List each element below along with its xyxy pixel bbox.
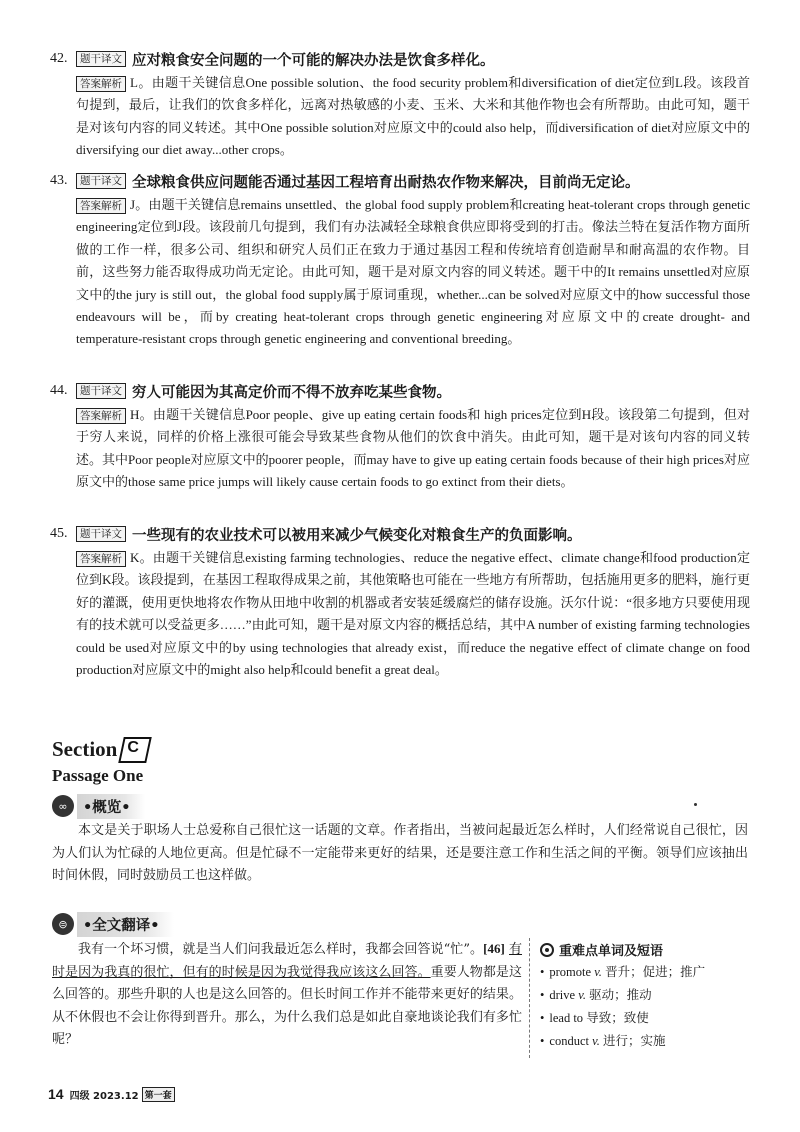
question-translation-tag: 题干译文 bbox=[76, 526, 126, 542]
answer-analysis-tag: 答案解析 bbox=[76, 198, 126, 214]
overview-label: •概览• bbox=[77, 794, 145, 819]
vocab-item: • drive v. 驱动；推动 bbox=[540, 988, 652, 1002]
answer-analysis-tag: 答案解析 bbox=[76, 76, 126, 92]
question-text: 全球粮食供应问题能否通过基因工程培育出耐热农作物来解决，目前尚无定论。 bbox=[132, 174, 640, 191]
section-title: Section bbox=[52, 736, 118, 761]
stray-dot bbox=[694, 803, 697, 806]
translation-label: •全文翻译• bbox=[77, 912, 174, 937]
page-number: 14 bbox=[48, 1086, 64, 1102]
answer-analysis-tag: 答案解析 bbox=[76, 551, 126, 567]
vocab-word: promote bbox=[549, 965, 592, 979]
vocab-item: • conduct v. 进行；实施 bbox=[540, 1034, 666, 1048]
vocab-title: 重难点单词及短语 bbox=[559, 944, 664, 959]
vocab-box bbox=[540, 940, 750, 1053]
question-marker-46: [46] bbox=[483, 941, 505, 956]
overview-text: 本文是关于职场人士总爱称自己很忙这一话题的文章。作者指出，当被问起最近怎么样时，人们经常说自己很忙，因为人们认为忙碌的人地位更高。但是忙碌不一定能带来更好的结果，还是要注意工作和生活之间的平衡。领导们应该抽出时间休假，同时鼓励员工也这样做。 bbox=[52, 823, 748, 884]
answer-item-45 bbox=[50, 523, 750, 681]
vocab-word: drive bbox=[549, 988, 576, 1002]
answer-analysis bbox=[76, 72, 750, 162]
answer-item-44 bbox=[50, 380, 750, 494]
translation-part-2: 重要人物都是这么回答的。那些升职的人也是这么回答的。但长时间工作并不能带来更好的结果。从不休假也不会让你得到晋升。那么，为什么我们总是如此自豪地谈论我们有多忙呢？ bbox=[52, 964, 522, 1048]
column-divider bbox=[529, 938, 530, 1058]
translation-underlined: 有时是因为我真的很忙，但有的时候是因为我觉得我应该这么回答。 bbox=[52, 942, 523, 980]
answer-analysis bbox=[76, 194, 750, 351]
question-text: 应对粮食安全问题的一个可能的解决办法是饮食多样化。 bbox=[132, 52, 495, 69]
answer-analysis-tag: 答案解析 bbox=[76, 408, 126, 424]
page-footer bbox=[48, 1086, 175, 1102]
vocab-pos: v. bbox=[592, 1034, 600, 1048]
vocab-item: • promote v. 晋升；促进；推广 bbox=[540, 965, 706, 979]
answer-analysis-text: L。由题干关键信息One possible solution、the food security problem和diversification of diet定位到L段。该段首句提到，最后，让我们的饮食多样化，远离对热敏感的小麦、玉米、大米和其他作物也会有所帮助。由此可知，题干是对该句内容的同义转述。其中One possible solution对应原文中的could also help，而diversification of diet对应原文中的diversifying our diet away...other crops。 bbox=[76, 75, 750, 158]
translation-text bbox=[52, 938, 522, 1052]
question-text: 穷人可能因为其高定价而不得不放弃吃某些食物。 bbox=[132, 384, 451, 401]
vocab-list bbox=[540, 961, 750, 1053]
answer-analysis bbox=[76, 404, 750, 494]
question-number: 44. bbox=[50, 383, 68, 398]
answer-analysis-text: H。由题干关键信息Poor people、give up eating certain foods和 high prices定位到H段。该段第二句提到，但对于穷人来说，同样的价格上涨很可能会导致某些食物从他们的饮食中消失。由此可知，题干是对该句内容的同义转述。其中Poor people对应原文中的poorer people，而may have to give up eating certain foods because of their high prices对应原文中的those same price jumps will likely cause certain foods to go extinct from their diets。 bbox=[76, 407, 750, 490]
question-translation-tag: 题干译文 bbox=[76, 51, 126, 67]
question-translation-tag: 题干译文 bbox=[76, 173, 126, 189]
vocab-meaning: 晋升；促进；推广 bbox=[605, 965, 706, 979]
vocab-word: lead to bbox=[549, 1011, 584, 1025]
question-translation-tag: 题干译文 bbox=[76, 383, 126, 399]
section-badge bbox=[119, 737, 153, 763]
answer-item-43 bbox=[50, 170, 750, 351]
overview-header bbox=[52, 794, 145, 818]
translation-header bbox=[52, 912, 174, 936]
translation-part-1: 我有一个坏习惯，就是当人们问我最近怎么样时，我都会回答说“忙”。 bbox=[78, 942, 484, 957]
question-number: 45. bbox=[50, 526, 68, 541]
vocab-header bbox=[540, 940, 750, 959]
document-icon: ⊜ bbox=[52, 913, 74, 935]
vocab-meaning: 导致；致使 bbox=[586, 1011, 649, 1025]
vocab-meaning: 进行；实施 bbox=[602, 1034, 666, 1048]
glasses-icon: ∞ bbox=[52, 795, 74, 817]
target-icon bbox=[540, 943, 554, 957]
vocab-meaning: 驱动；推动 bbox=[589, 988, 652, 1002]
answer-item-42 bbox=[50, 48, 750, 162]
question-number: 43. bbox=[50, 173, 68, 188]
vocab-pos: v. bbox=[578, 988, 586, 1002]
set-label: 第一套 bbox=[142, 1087, 175, 1102]
section-heading bbox=[52, 736, 149, 762]
answer-analysis bbox=[76, 547, 750, 681]
vocab-word: conduct bbox=[549, 1034, 589, 1048]
vocab-pos: v. bbox=[594, 965, 602, 979]
section-badge-letter: C bbox=[127, 739, 140, 756]
vocab-item: • lead to 导致；致使 bbox=[540, 1011, 649, 1025]
passage-title: Passage One bbox=[52, 766, 144, 785]
answer-analysis-text: J。由题干关键信息remains unsettled、the global food supply problem和creating heat-tolerant crops through genetic engineering定位到J段。该段前几句提到，我们有办法减轻全球粮食供应即将受到的打击。像法兰特在复活作物方面所做的工作一样，很多公司、组织和研究人员们正在致力于通过基因工程和传统培育创造耐旱和耐高温的农作物。目前，这些努力能否取得成功尚无定论。由此可知，题干是对原文内容的同义转述。题干中的It remains unsettled对应原文中的the jury is still out，the global food supply属于原词重现，whether...can be solved对应原文中的how successful those endeavours will be，而by creating heat-tolerant crops through genetic engineering对应原文中的create drought- and temperature-resistant crops through genetic engineering and conventional breeding。 bbox=[76, 197, 750, 347]
question-text: 一些现有的农业技术可以被用来减少气候变化对粮食生产的负面影响。 bbox=[132, 527, 582, 544]
question-number: 42. bbox=[50, 51, 68, 66]
exam-info: 四级 2023.12 bbox=[69, 1090, 139, 1102]
answer-analysis-text: K。由题干关键信息existing farming technologies、reduce the negative effect、climate change和food production定位到K段。该段提到，在基因工程取得成果之前，其他策略也可能在一些地方有所帮助，包括施用更多的肥料，施行更好的灌溉，使用更快地将农作物从田地中收割的机器或者安装延缓腐烂的储存设施。沃尔什说：“很多地方只要使用现有的技术就可以受益更多……”由此可知，题干是对原文内容的概括总结，其中A number of existing farming technologies could be used对应原文中的by using technologies that already exist，而reduce the negative effect of climate change on food production对应原文中的might also help和could benefit a great deal。 bbox=[76, 550, 750, 678]
